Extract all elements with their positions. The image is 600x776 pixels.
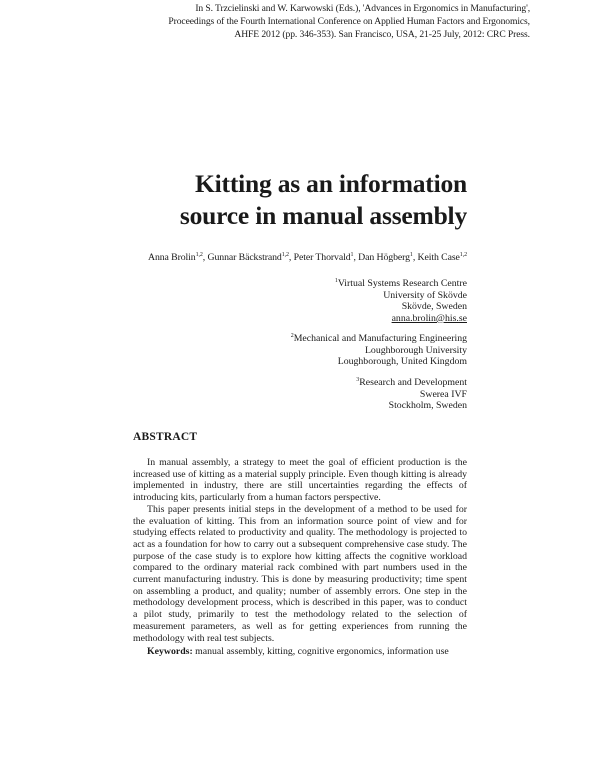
email-link[interactable]: anna.brolin@his.se [391,312,467,324]
title-line: Kitting as an information [195,169,467,198]
author: Anna Brolin$^{1,2}$, [147,252,208,263]
keywords-text: manual assembly, kitting, cognitive ergonomics, information use [195,646,449,658]
publication-reference [90,2,530,42]
author-list [148,252,467,263]
affiliation-1: $^1$Virtual Systems Research Centre University of Skövde Skövde, Sweden anna.brolin@his.se [334,278,467,324]
reference-line: In S. Trzcielinski and W. Karwowski (Eds.), 'Advances in Ergonomics in Manufacturing', [195,3,530,14]
paper-title [180,168,467,232]
abstract-body [133,457,467,658]
affiliation-2: $^2$Mechanical and Manufacturing Engineering Loughborough University Loughborough, United Kingdom [290,333,467,368]
reference-line: Proceedings of the Fourth International Conference on Applied Human Factors and Ergonomics, [168,16,530,28]
author: Peter Thorvald$^1$, [293,252,359,263]
keywords-label: Keywords: [147,646,193,658]
author: Gunnar Bäckstrand$^{1,2}$, [207,252,294,263]
author: Dan Högberg$^1$, [358,252,418,263]
abstract-paragraph: This paper presents initial steps in the development of a method to be used for the evaluation of kitting. This from an information source point of view and for studying effects related to productivity and quality. The methodology is projected to act as a foundation for how to carry out a subsequent comprehensive case study. The purpose of the case study is to explore how kitting affects the cognitive workload compared to the ordinary material rack combined with part numbers used in the current manufacturing industry. This is done by measuring productivity; time spent on assembling a product, and quality; number of assembly errors. One step in the methodology development process, which is described in this paper, was to conduct a pilot study, primarily to test the methodology related to the selection of measurement parameters, as well as for getting experiences from running the methodology with real test subjects. [133,503,467,644]
title-line: source in manual assembly [179,201,467,230]
author: Keith Case$^{1,2}$ [417,252,467,263]
reference-line: AHFE 2012 (pp. 346-353). San Francisco, USA, 21-25 July, 2012: CRC Press. [234,29,530,41]
keywords-line [133,646,467,658]
affiliation-3: $^3$Research and Development Swerea IVF Stockholm, Sweden [356,377,467,412]
abstract-heading: ABSTRACT [133,431,198,443]
abstract-paragraph: In manual assembly, a strategy to meet the goal of efficient production is the increased use of kitting as a material supply principle. Even though kitting is already implemented in industry, there are still uncertainties regarding the effects of introducing kits, particularly from a human factors perspective. [133,457,467,504]
